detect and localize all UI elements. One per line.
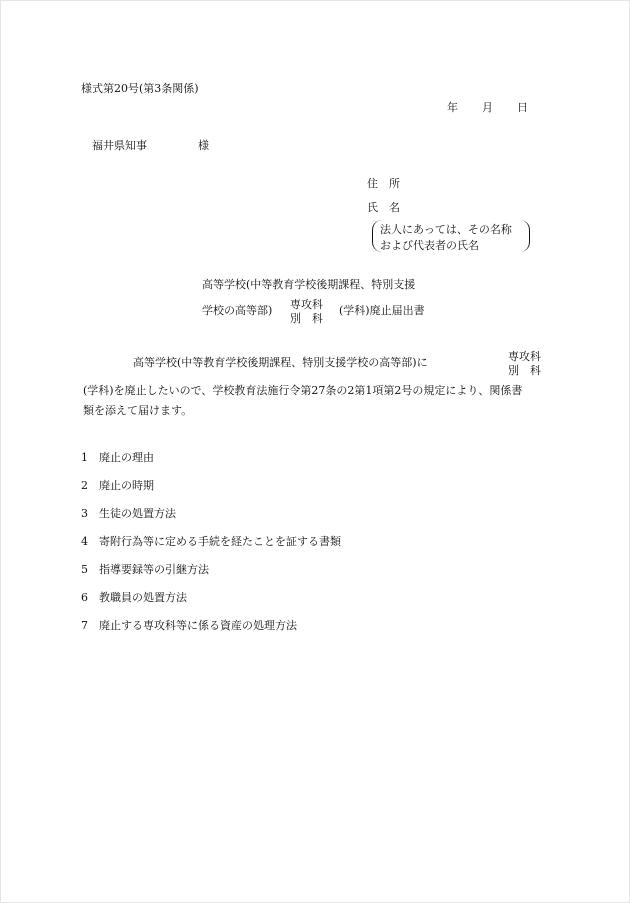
item-text: 寄附行為等に定める手続を経たことを証する書類	[99, 535, 341, 548]
form-number: 様式第20号(第3条関係)	[81, 82, 199, 95]
item-number: 2	[81, 479, 88, 492]
list-item	[81, 564, 209, 575]
date-year: 年	[447, 101, 458, 114]
address-label: 住 所	[367, 177, 400, 190]
body-line1: 高等学校(中等教育学校後期課程、特別支援学校の高等部)に	[133, 356, 428, 369]
body-options	[508, 350, 541, 378]
item-number: 3	[81, 507, 88, 520]
item-number: 5	[81, 563, 88, 576]
corporate-note-line2: および代表者の氏名	[380, 239, 479, 252]
corporate-note-line1: 法人にあっては、その名称	[380, 223, 512, 236]
date-line	[447, 102, 528, 113]
date-day: 日	[517, 101, 528, 114]
title-option-senkoka: 専攻科	[290, 298, 323, 311]
title-suffix: (学科)廃止届出書	[339, 304, 425, 317]
list-item	[81, 508, 176, 519]
item-text: 廃止する専攻科等に係る資産の処理方法	[99, 619, 297, 632]
title-line1: 高等学校(中等教育学校後期課程、特別支援	[202, 278, 416, 291]
addressee-honorific: 様	[198, 139, 209, 152]
title-option-bekka: 別 科	[290, 312, 323, 325]
item-text: 廃止の理由	[99, 451, 154, 464]
body-option-bekka: 別 科	[508, 364, 541, 377]
corporate-note	[380, 222, 512, 254]
date-month: 月	[482, 101, 493, 114]
list-item	[81, 452, 154, 463]
body-line3: 類を添えて届けます。	[83, 404, 193, 417]
list-item	[81, 592, 187, 603]
title-options	[290, 298, 323, 326]
item-text: 指導要録等の引継方法	[99, 563, 209, 576]
item-text: 廃止の時期	[99, 479, 154, 492]
item-text: 生徒の処置方法	[99, 507, 176, 520]
item-number: 6	[81, 591, 88, 604]
item-number: 1	[81, 451, 88, 464]
item-number: 4	[81, 535, 88, 548]
body-line2: (学科)を廃止したいので、学校教育法施行令第27条の2第1項第2号の規定により、関係書	[83, 384, 523, 397]
addressee-name: 福井県知事	[92, 139, 147, 152]
title-line2-prefix: 学校の高等部)	[202, 304, 273, 317]
item-number: 7	[81, 619, 88, 632]
list-item	[81, 480, 154, 491]
item-text: 教職員の処置方法	[99, 591, 187, 604]
body-option-senkoka: 専攻科	[508, 350, 541, 363]
list-item	[81, 536, 341, 547]
list-item	[81, 620, 297, 631]
name-label: 氏 名	[367, 201, 400, 214]
